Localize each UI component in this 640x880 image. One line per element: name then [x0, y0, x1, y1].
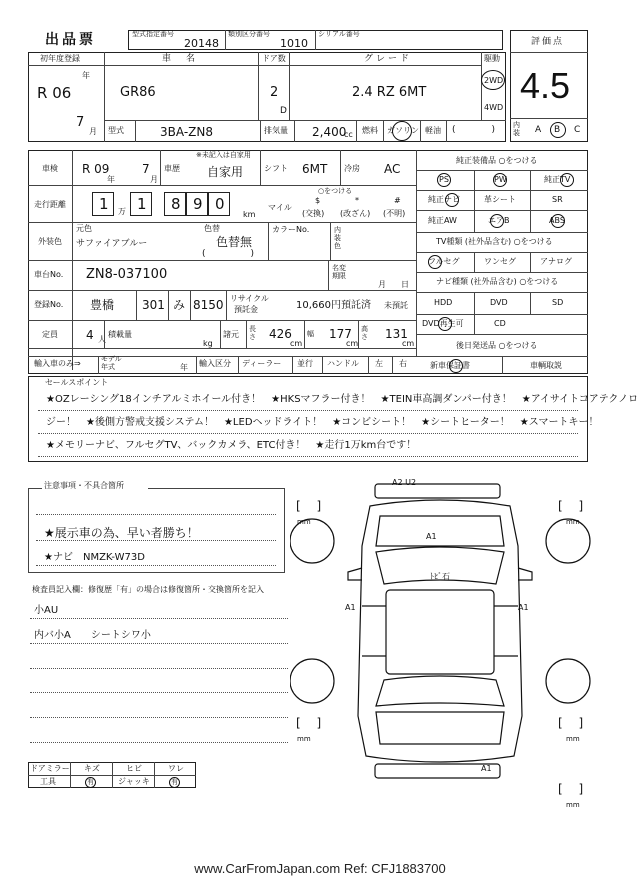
navi-type-label: ナビ種類 (社外品含む) ○をつける [436, 277, 559, 286]
length-label: 長 さ [249, 325, 256, 342]
docs-warranty-circle [449, 359, 463, 373]
inspector-label: 検査員記入欄：修復歴「有」の場合は修復箇所・交換箇所を記入 [32, 585, 264, 594]
tread-bracket-fl: [ ] [296, 499, 322, 513]
sales-point-line: ★OZレーシング18インチアルミホイール付き！ ★HKSマフラー付き！ ★TEIN車高調ダンパー付き！ ★アイサイトコアテクノロ [46, 394, 639, 405]
length: 426 [269, 327, 292, 341]
legend-cell: 有 [87, 778, 94, 786]
ac-label: 冷房 [344, 164, 360, 173]
handle-left: 左 [375, 359, 383, 368]
height-unit: cm [402, 339, 415, 348]
color-code-label: 色替 [204, 224, 220, 233]
shift: 6MT [302, 162, 328, 176]
navi-dvd-play-circle [438, 317, 452, 331]
plate-label: 登録No. [34, 300, 64, 309]
original-color: サファイアブルー [76, 239, 148, 249]
parallel: 並行 [297, 359, 313, 368]
tv-fullseg-circle [428, 255, 442, 269]
displacement-unit: cc [344, 130, 353, 139]
import-label: 輸入車のみ⇒ [34, 359, 81, 368]
width-unit: cm [346, 339, 359, 348]
height-label: 高 さ [361, 325, 368, 342]
usage-note: ※未記入は自家用 [196, 151, 251, 159]
navi-hdd: HDD [434, 298, 453, 307]
chassis-label: 車台No. [34, 270, 64, 279]
mileage-digit: 8 [171, 195, 181, 213]
model-year-suffix: 年 [180, 363, 188, 372]
equip-navi-circle [445, 193, 459, 207]
mileage-circle-note: ○をつける [318, 187, 353, 195]
door-type: D [280, 106, 287, 116]
sales-points-label: セールスポイント [45, 378, 109, 387]
length-unit: cm [290, 339, 303, 348]
color-no-label: カラーNo. [272, 225, 310, 234]
color-change: 色替無 [216, 235, 253, 249]
equip-ps-circle [437, 173, 451, 187]
fuel-bracket: ( ) [452, 125, 496, 135]
diagram-rear-label: A1 [481, 764, 492, 773]
equip-pw-circle [493, 173, 507, 187]
plate-region: 豊橋 [90, 298, 115, 312]
displacement-label: 排気量 [264, 126, 288, 135]
mileage-tamper-top: * [355, 196, 359, 205]
diagram-front-label: A2 U2 [392, 478, 417, 487]
mileage-label: 走行距離 [34, 200, 66, 209]
load-unit: kg [203, 339, 213, 348]
category-label: 類別区分番号 [228, 30, 270, 38]
plate-class: 301 [142, 298, 165, 312]
displacement: 2,400 [312, 125, 347, 139]
inspection-month-suffix: 月 [150, 175, 158, 184]
mileage-digit: 1 [99, 195, 109, 213]
type-label: 型式 [108, 126, 124, 135]
tv-fullseg: フルセグ [428, 257, 460, 266]
interior-b: B [554, 125, 561, 135]
serial-label: シリアル番号 [318, 30, 360, 38]
handle-right: 右 [399, 359, 407, 368]
equip-abs-circle [551, 214, 565, 228]
legend-tool-circle [85, 777, 96, 788]
first-reg-label: 初年度登録 [40, 54, 80, 63]
shift-label: シフト [264, 164, 288, 173]
fuel-label: 燃料 [362, 126, 378, 135]
ac: AC [384, 162, 401, 176]
navi-dvd: DVD [490, 298, 508, 307]
doors-label: ドア数 [262, 54, 286, 63]
legend-jack-circle [169, 777, 180, 788]
equip-tv-circle [560, 173, 574, 187]
tread-unit: mm [297, 518, 311, 526]
width: 177 [329, 327, 352, 341]
interior-b-circle [550, 122, 566, 138]
tv-type-label: TV種類 (社外品含む) ○をつける [436, 237, 553, 246]
inspector-line: 小AU [34, 605, 59, 616]
diagram-hood-label: A1 [426, 532, 437, 541]
plate-kana: み [173, 298, 186, 312]
car-name: GR86 [120, 85, 156, 100]
fuel-light-label: 軽油 [425, 126, 441, 135]
drive-4wd: 4WD [484, 103, 504, 112]
inspection-era: R 09 [82, 162, 110, 176]
legend-cell: ヒビ [126, 764, 142, 773]
mileage-digit: 1 [137, 195, 147, 213]
recycle-label: リサイクル [230, 294, 269, 303]
sheet-title: 出品票 [45, 32, 96, 48]
tv-analog: アナログ [540, 257, 572, 266]
interior-c: C [574, 125, 581, 135]
model-year-label: モデル 年式 [101, 355, 122, 371]
first-reg-month: 7 [76, 115, 85, 130]
mileage-unknown-top: # [394, 196, 401, 205]
mileage-unknown: (不明) [383, 209, 406, 218]
car-damage-diagram [290, 476, 600, 816]
model-code: 20148 [184, 37, 219, 50]
mileage-digit: 0 [215, 195, 225, 213]
color-label: 外装色 [38, 237, 62, 246]
dimension-label: 諸元 [223, 330, 239, 339]
color-change-bracket: ( ) [202, 249, 255, 259]
legend-cell: ジャッキ [118, 777, 150, 786]
legend-cell: 工具 [40, 777, 56, 786]
registration-expiry-month: 月 [378, 280, 386, 289]
drive-2wd-circle [481, 70, 505, 90]
registration-expiry-label: 名変 期限 [332, 264, 346, 281]
caution-line: ★展示車の為、早い者勝ち！ [44, 526, 199, 540]
sales-point-line: ジー！ ★後側方警戒支援システム！ ★LEDヘッドライト！ ★コンビシート！ ★シートヒーター！ ★スマートキー！ [46, 417, 599, 428]
tread-bracket-fr: [ ] [558, 499, 584, 513]
docs-label: 後日発送品 ○をつける [456, 341, 538, 350]
height: 131 [385, 327, 408, 341]
dealer: ディーラー [242, 359, 282, 368]
equip-airbag-circle [490, 214, 504, 228]
diagram-right-side-label: A1 [518, 603, 529, 612]
drive-2wd: 2WD [484, 76, 504, 85]
recycle-amount: 10,660円預託済 [296, 300, 371, 311]
inspection-label: 車検 [42, 164, 58, 173]
docs-warranty: 新車保証書 [430, 361, 470, 370]
equip-tv: 純正TV [544, 175, 571, 184]
tread-unit: mm [566, 518, 580, 526]
mileage-exchange: (交換) [302, 209, 325, 218]
first-reg-era: R 06 [37, 84, 72, 102]
equip-sr: SR [552, 195, 563, 204]
load-label: 積載量 [108, 330, 132, 339]
legend-cell: 有 [171, 778, 178, 786]
first-reg-month-suffix: 月 [89, 127, 97, 136]
model-code-label: 型式指定番号 [132, 30, 174, 38]
doors: 2 [270, 85, 279, 100]
grade-label: グレード [364, 54, 413, 64]
fuel: ガソリン [387, 126, 419, 135]
import-type-label: 輸入区分 [199, 359, 231, 368]
tread-bracket-rr: [ ] [558, 716, 584, 730]
type: 3BA-ZN8 [160, 125, 213, 139]
tread-unit: mm [566, 735, 580, 743]
tv-oneseg: ワンセグ [484, 257, 516, 266]
mileage-unit: km [243, 210, 256, 219]
caution-line: ★ナビ NMZK-W73D [44, 552, 145, 563]
interior-label: 内 装 [513, 121, 520, 137]
plate-number: 8150 [193, 298, 224, 312]
navi-dvd-play: DVD再生可 [422, 319, 464, 328]
registration-expiry-day: 日 [401, 280, 409, 289]
chassis-number: ZN8-037100 [86, 267, 168, 282]
footer-watermark: www.CarFromJapan.com Ref: CFJ1883700 [194, 861, 446, 876]
inspector-line: 内バ小A シートシワ小 [34, 630, 151, 641]
category-code: 1010 [280, 37, 308, 50]
score-label: 評価点 [531, 37, 565, 47]
capacity-unit: 人 [98, 335, 106, 344]
sales-point-line: ★メモリーナビ、フルセグTV、バックカメラ、ETC付き！ ★走行1万km台です！ [46, 440, 417, 451]
equip-leather: 革シート [484, 195, 516, 204]
handle-label: ハンドル [327, 359, 359, 368]
equip-navi: 純正ナビ [428, 195, 460, 204]
first-reg-year-suffix: 年 [82, 71, 90, 80]
capacity-label: 定員 [42, 330, 58, 339]
equip-pw: PW [494, 175, 507, 184]
navi-sd: SD [552, 298, 564, 307]
equip-ps: PS [439, 175, 449, 184]
drive-label: 駆動 [484, 54, 500, 63]
diagram-roof-label: ﾄﾋﾞ石 [430, 572, 450, 581]
capacity: 4 [86, 328, 94, 342]
mileage-digit: 9 [193, 195, 203, 213]
width-label: 幅 [307, 330, 314, 338]
mileage-tamper: (改ざん) [340, 209, 371, 218]
original-color-label: 元色 [76, 224, 92, 233]
tread-bracket-spare: [ ] [558, 782, 584, 796]
inspection-month: 7 [142, 162, 150, 176]
interior-color-label: 内 装 色 [334, 226, 341, 251]
legend-cell: ワレ [168, 764, 184, 773]
recycle-label-2: 預託金 [234, 305, 258, 314]
score-value: 4.5 [520, 65, 571, 106]
mileage-exchange-top: $ [315, 196, 321, 205]
tread-bracket-rl: [ ] [296, 716, 322, 730]
inspection-year-suffix: 年 [107, 175, 115, 184]
legend-cell: ドアミラー [30, 764, 70, 773]
interior-a: A [535, 125, 542, 135]
recycle-unpaid: 未預託 [384, 301, 408, 310]
car-name-label: 車 名 [162, 54, 199, 64]
navi-cd: CD [494, 319, 506, 328]
docs-manual: 車輌取説 [530, 361, 562, 370]
mileage-mile: マイル [268, 203, 292, 212]
legend-cell: キズ [84, 764, 100, 773]
equip-aw: 純正AW [428, 216, 457, 225]
diagram-left-side-label: A1 [345, 603, 356, 612]
fuel-circle [392, 121, 412, 141]
grade: 2.4 RZ 6MT [352, 85, 427, 100]
usage-label: 車歴 [164, 164, 180, 173]
equip-airbag: エアB [488, 216, 510, 225]
caution-label: 注意事項・不具合箇所 [44, 481, 124, 490]
genuine-equipment-label: 純正装備品 ○をつける [456, 156, 538, 165]
tread-unit: mm [566, 801, 580, 809]
usage: 自家用 [207, 165, 244, 179]
tread-unit: mm [297, 735, 311, 743]
equip-abs: ABS [549, 216, 565, 225]
